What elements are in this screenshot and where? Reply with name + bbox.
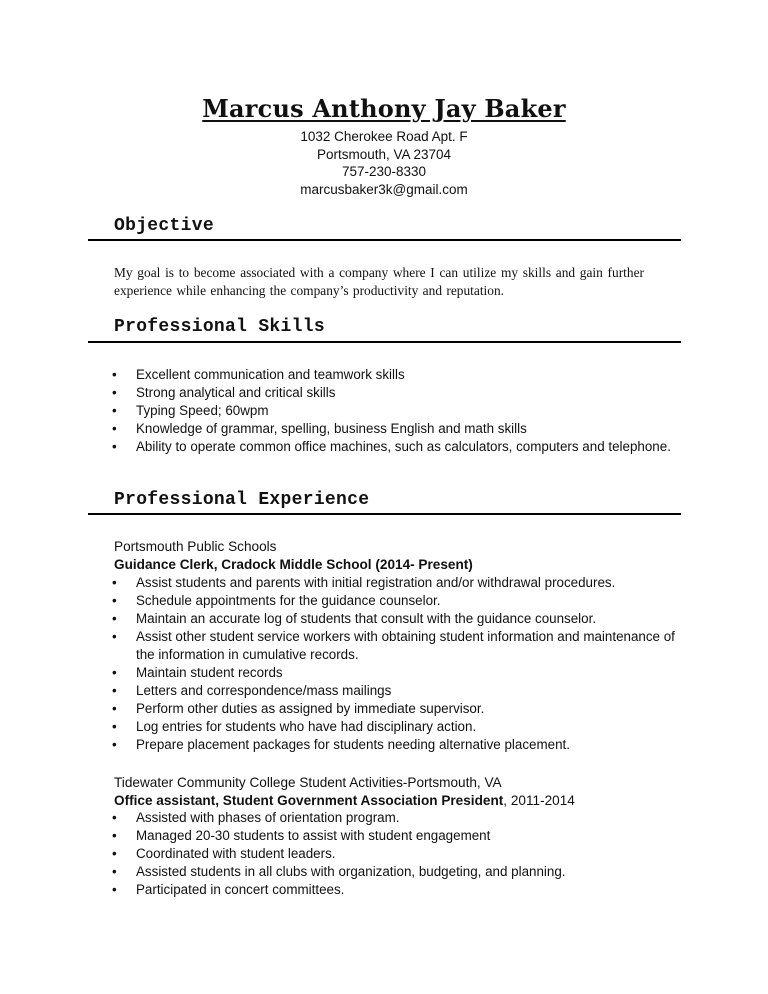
- list-item: • Ability to operate common office machines, such as calculators, computers and telephone.: [112, 439, 671, 454]
- list-item: • Assist students and parents with initial registration and/or withdrawal procedures.: [112, 575, 616, 590]
- list-item: • Letters and correspondence/mass mailings: [112, 683, 392, 698]
- job-duties-list: [112, 809, 687, 899]
- bullet-icon: •: [112, 828, 117, 843]
- bullet-icon: •: [112, 367, 117, 382]
- list-item: • Typing Speed; 60wpm: [112, 403, 269, 418]
- bullet-icon: •: [112, 593, 117, 608]
- phone-line: 757-230-8330: [341, 164, 427, 179]
- list-item: • Excellent communication and teamwork skills: [112, 367, 405, 382]
- skills-heading: Professional Skills: [114, 317, 325, 337]
- bullet-icon: •: [112, 611, 117, 626]
- list-item: • Managed 20-30 students to assist with student engagement: [112, 828, 491, 843]
- section-divider: [88, 513, 681, 515]
- skills-list: [112, 366, 672, 456]
- experience-heading: Professional Experience: [114, 490, 370, 510]
- bullet-icon: •: [112, 810, 117, 825]
- bullet-icon: •: [112, 737, 117, 752]
- job-title: Office assistant, Student Government Association President, 2011-2014: [114, 793, 575, 808]
- list-item: • Prepare placement packages for students needing alternative placement.: [112, 737, 570, 752]
- bullet-icon: •: [112, 403, 117, 418]
- bullet-icon: •: [112, 846, 117, 861]
- applicant-name: Marcus Anthony Jay Baker: [202, 94, 566, 123]
- bullet-icon: •: [112, 575, 117, 590]
- job-title: Guidance Clerk, Cradock Middle School (2014- Present): [114, 557, 473, 572]
- contact-block: [0, 128, 768, 198]
- bullet-icon: •: [112, 701, 117, 716]
- city-line: Portsmouth, VA 23704: [316, 146, 452, 162]
- objective-heading: Objective: [114, 216, 214, 236]
- bullet-icon: •: [112, 665, 117, 680]
- bullet-icon: •: [112, 683, 117, 698]
- bullet-icon: •: [112, 439, 117, 454]
- list-item: • Knowledge of grammar, spelling, business English and math skills: [112, 421, 527, 436]
- list-item: • Coordinated with student leaders.: [112, 846, 336, 861]
- list-item: • Assisted with phases of orientation program.: [112, 810, 400, 825]
- list-item: • Perform other duties as assigned by immediate supervisor.: [112, 701, 485, 716]
- bullet-icon: •: [112, 864, 117, 879]
- section-divider: [88, 239, 681, 241]
- list-item: • Maintain student records: [112, 665, 283, 680]
- bullet-icon: •: [112, 385, 117, 400]
- list-item: • Strong analytical and critical skills: [112, 385, 336, 400]
- objective-text: My goal is to become associated with a company where I can utilize my skills and gain further experience while enhancing the company’s productivity and reputation.: [114, 265, 644, 298]
- section-divider: [88, 341, 681, 343]
- bullet-icon: •: [112, 719, 117, 734]
- list-item: • Assist other student service workers with obtaining student information and maintenance of the information in cumulative records.: [112, 629, 675, 662]
- bullet-icon: •: [112, 629, 117, 644]
- list-item: • Schedule appointments for the guidance counselor.: [112, 593, 441, 608]
- employer-name: Portsmouth Public Schools: [114, 539, 277, 554]
- list-item: • Log entries for students who have had disciplinary action.: [112, 719, 477, 734]
- list-item: • Participated in concert committees.: [112, 882, 345, 897]
- bullet-icon: •: [112, 882, 117, 897]
- address-line: 1032 Cherokee Road Apt. F: [300, 129, 468, 144]
- list-item: • Maintain an accurate log of students that consult with the guidance counselor.: [112, 611, 597, 626]
- job-duties-list: [112, 574, 687, 754]
- list-item: • Assisted students in all clubs with organization, budgeting, and planning.: [112, 864, 566, 879]
- employer-name: Tidewater Community College Student Activities-Portsmouth, VA: [114, 775, 502, 790]
- bullet-icon: •: [112, 421, 117, 436]
- email-line: marcusbaker3k@gmail.com: [300, 181, 468, 197]
